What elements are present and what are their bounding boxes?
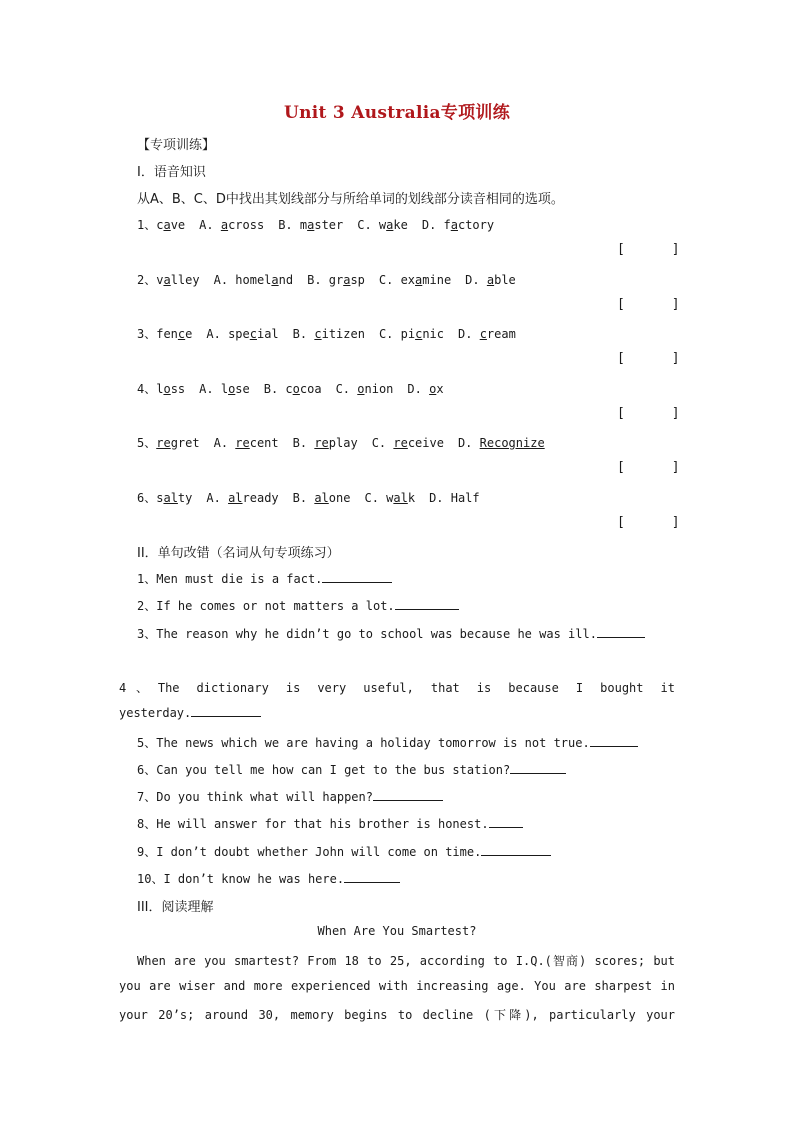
option-c[interactable]: C. examine xyxy=(378,273,452,287)
answer-blank[interactable] xyxy=(510,763,566,774)
answer-bracket[interactable]: [ ] xyxy=(617,406,680,421)
answer-blank[interactable] xyxy=(191,706,261,717)
correction-item-8: 8、He will answer for that his brother is honest. xyxy=(137,815,523,832)
answer-blank[interactable] xyxy=(395,599,459,610)
answer-blank[interactable] xyxy=(322,572,392,583)
phonetics-question-3 xyxy=(137,325,516,342)
option-b[interactable]: B. cocoa xyxy=(263,382,322,396)
question-stem: 3、fence xyxy=(137,327,193,341)
part2-heading: II．单句改错（名词从句专项练习） xyxy=(137,546,340,561)
correction-item-7: 7、Do you think what will happen? xyxy=(137,788,443,805)
answer-bracket[interactable]: [ ] xyxy=(617,460,680,475)
option-c[interactable]: C. walk xyxy=(364,491,416,505)
phonetics-question-4 xyxy=(137,380,444,397)
question-stem: 5、regret xyxy=(137,436,200,450)
option-d[interactable]: D. cream xyxy=(458,327,516,341)
answer-bracket[interactable]: [ ] xyxy=(617,242,680,257)
answer-bracket[interactable]: [ ] xyxy=(617,297,680,312)
part1-instruction: 从A、B、C、D中找出其划线部分与所给单词的划线部分读音相同的选项。 xyxy=(137,192,564,207)
correction-item-5: 5、The news which we are having a holiday tomorrow is not true. xyxy=(137,734,638,751)
correction-item-10: 10、I don’t know he was here. xyxy=(137,870,400,887)
option-b[interactable]: B. master xyxy=(278,218,344,232)
option-c[interactable]: C. wake xyxy=(357,218,408,232)
question-stem: 1、cave xyxy=(137,218,186,232)
correction-item-4-cont: yesterday. xyxy=(119,706,261,720)
section-tag: 【专项训练】 xyxy=(137,138,216,153)
option-a[interactable]: A. already xyxy=(206,491,279,505)
phonetics-question-2 xyxy=(137,271,516,288)
passage-line-1: When are you smartest? From 18 to 25, according to I.Q.(智商) scores; but xyxy=(137,954,675,968)
phonetics-question-1 xyxy=(137,216,494,233)
passage-line-3: your 20’s; around 30, memory begins to decline (下降), particularly your xyxy=(119,1008,675,1022)
answer-bracket[interactable]: [ ] xyxy=(617,351,680,366)
answer-blank[interactable] xyxy=(481,845,551,856)
option-a[interactable]: A. homeland xyxy=(213,273,294,287)
option-a[interactable]: A. special xyxy=(206,327,279,341)
part1-heading: I．语音知识 xyxy=(137,165,206,180)
correction-item-4: 4、The dictionary is very useful, that is because I bought it xyxy=(119,681,675,695)
option-b[interactable]: B. grasp xyxy=(307,273,365,287)
phonetics-question-6 xyxy=(137,489,480,506)
option-d[interactable]: D. Half xyxy=(429,491,480,505)
option-c[interactable]: C. picnic xyxy=(378,327,444,341)
passage-title: When Are You Smartest? xyxy=(317,924,477,938)
question-stem: 6、salty xyxy=(137,491,193,505)
option-b[interactable]: B. alone xyxy=(292,491,351,505)
option-d[interactable]: D. factory xyxy=(421,218,495,232)
document-title: Unit 3 Australia专项训练 xyxy=(283,103,511,123)
option-b[interactable]: B. citizen xyxy=(292,327,365,341)
correction-item-2: 2、If he comes or not matters a lot. xyxy=(137,597,459,614)
answer-blank[interactable] xyxy=(373,790,443,801)
phonetics-question-5 xyxy=(137,434,545,451)
answer-bracket[interactable]: [ ] xyxy=(617,515,680,530)
option-b[interactable]: B. replay xyxy=(292,436,358,450)
option-a[interactable]: A. lose xyxy=(199,382,250,396)
answer-blank[interactable] xyxy=(489,817,523,828)
option-d[interactable]: D. able xyxy=(465,273,516,287)
option-c[interactable]: C. onion xyxy=(335,382,394,396)
answer-blank[interactable] xyxy=(597,627,645,638)
correction-item-6: 6、Can you tell me how can I get to the bus station? xyxy=(137,761,566,778)
correction-item-9: 9、I don’t doubt whether John will come on time. xyxy=(137,843,551,860)
passage-line-2: you are wiser and more experienced with increasing age. You are sharpest in xyxy=(119,979,675,993)
correction-item-1: 1、Men must die is a fact. xyxy=(137,570,392,587)
option-c[interactable]: C. receive xyxy=(371,436,444,450)
option-a[interactable]: A. across xyxy=(199,218,265,232)
answer-blank[interactable] xyxy=(344,872,400,883)
question-stem: 4、loss xyxy=(137,382,186,396)
answer-blank[interactable] xyxy=(590,736,638,747)
option-d[interactable]: D. ox xyxy=(407,382,444,396)
question-stem: 2、valley xyxy=(137,273,200,287)
option-a[interactable]: A. recent xyxy=(213,436,279,450)
option-d[interactable]: D. Recognize xyxy=(457,436,545,450)
correction-item-3: 3、The reason why he didn’t go to school was because he was ill. xyxy=(137,625,645,642)
part3-heading: III．阅读理解 xyxy=(137,900,214,915)
